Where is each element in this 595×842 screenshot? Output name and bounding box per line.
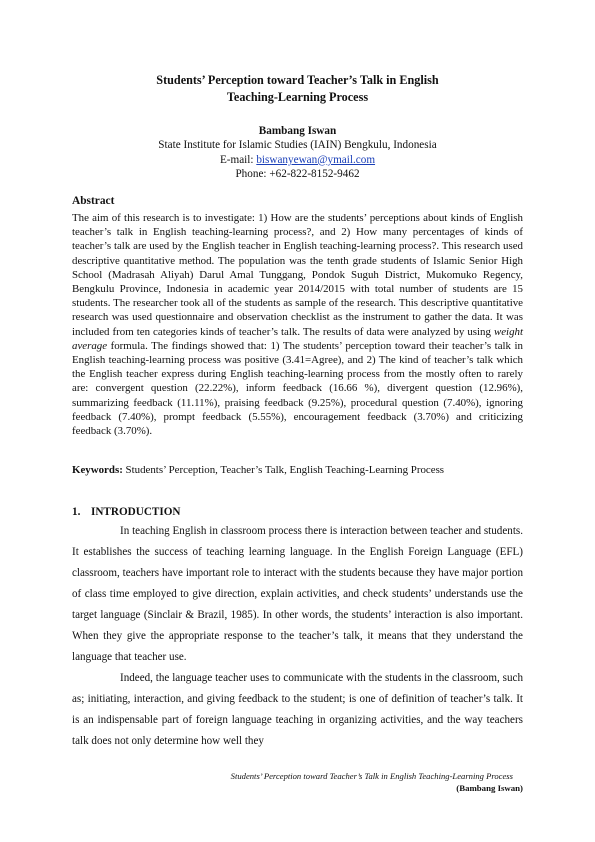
section-title: INTRODUCTION bbox=[91, 506, 181, 518]
author-email bbox=[72, 153, 523, 167]
keywords-label: Keywords: bbox=[72, 464, 123, 476]
paper-title-line-2: Teaching-Learning Process bbox=[226, 90, 369, 104]
abstract-heading: Abstract bbox=[72, 195, 115, 207]
footer-running-title: Students’ Perception toward Teacher’s Talk in English Teaching-Learning Process bbox=[230, 771, 513, 781]
author-phone: Phone: +62-822-8152-9462 bbox=[235, 168, 360, 181]
author-name: Bambang Iswan bbox=[258, 125, 337, 137]
section-number: 1. bbox=[72, 506, 81, 518]
paper-title bbox=[72, 72, 523, 106]
section-heading-introduction bbox=[72, 506, 181, 518]
email-link[interactable]: biswanyewan@ymail.com bbox=[256, 153, 376, 166]
introduction-paragraph-2: Indeed, the language teacher uses to communicate with the students in the classroom, such as; initiating, interaction, and giving feedback to the student; is one of definition of teacher’s talk. It is an indispensable part of foreign language teaching in organizing activities, and the way teachers talk does not only determine how well they bbox=[72, 672, 523, 747]
introduction-paragraph-1: In teaching English in classroom process there is interaction between teacher and students. It establishes the success of teaching learning language. In the English Foreign Language (EFL) classroom, teachers have important role to interact with the students because they have major portion of class time employed to give direction, explain activities, and check students’ understands use the target language (Sinclair & Brazil, 1985). In other words, the students’ interaction is also important. When they give the appropriate response to the teacher’s talk, it means that they understand the language that teacher use. bbox=[72, 525, 523, 663]
abstract-body bbox=[72, 211, 523, 438]
abstract-text-part-1: The aim of this research is to investigate: 1) How are the students’ perceptions about kinds of English teacher’s talk in English teaching-learning process?, and 2) How many percentages of kinds of teacher’s talk are used by the English teacher in English teaching-learning process?. This research used descriptive quantitative method. The population was the tenth grade students of Islamic Senior High School (Madrasah Aliyah) Darul Amal Tunggang, Pondok Suguh District, Mukomuko Regency, Bengkulu Province, Indonesia in academic year 2014/2015 with total number of students are 15 students. The researcher took all of the students as sample of the research. This descriptive quantitative research was used questionnaire and observation checklist as the instrument to gather the data. It was included from ten categories kinds of teacher’s talk. The results of data were analyzed by using bbox=[72, 212, 523, 338]
author-affiliation: State Institute for Islamic Studies (IAIN) Bengkulu, Indonesia bbox=[158, 139, 437, 152]
introduction-body bbox=[72, 521, 523, 752]
author-block bbox=[72, 124, 523, 182]
paper-title-line-1: Students’ Perception toward Teacher’s Talk in English bbox=[156, 73, 439, 87]
abstract-text-italic: weight average bbox=[72, 325, 523, 352]
keywords bbox=[72, 463, 523, 477]
keywords-text: Students’ Perception, Teacher’s Talk, English Teaching-Learning Process bbox=[122, 464, 445, 476]
abstract-text-part-2: formula. The findings showed that: 1) The students’ perception toward their teacher’s talk in English teaching-learning process was positive (3.41=Agree), and 2) The kind of teacher’s talk which the English teacher express during English teaching-learning process from the mostly often to rarely are: convergent question (22.22%), inform feedback (16.66 %), divergent question (12.96%), summarizing feedback (11.11%), praising feedback (9.25%), procedural question (7.40%), ignoring feedback (7.40%), prompt feedback (5.55%), encouragement feedback (3.70%) and criticizing feedback (3.70%). bbox=[72, 339, 523, 438]
email-label: E-mail: bbox=[219, 153, 257, 166]
footer-author: (Bambang Iswan) bbox=[456, 783, 523, 793]
